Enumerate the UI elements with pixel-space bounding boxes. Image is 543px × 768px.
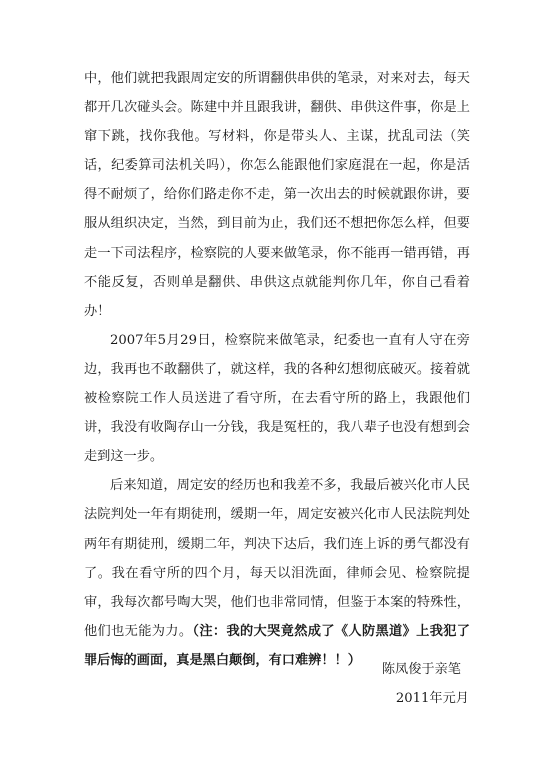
signature-date: 2011年元月: [395, 691, 469, 706]
paragraph-1: [84, 64, 470, 326]
paragraph-3-bold-note: （注：我的大哭竟然成了《人防黑道》上我犯了罪后悔的画面，真是黑白颠倒，有口难辨！！）: [84, 623, 470, 668]
paragraph-1-text: 中，他们就把我跟周定安的所谓翻供串供的笔录，对来对去，每天都开几次碰头会。陈建中并且跟我讲，翻供、串供这件事，你是上窜下跳，找你我他。写材料，你是带头人、主谋，扰乱司法（笑话，纪委算司法机关吗），你怎么能跟他们家庭混在一起，你是活得不耐烦了，给你们路走你不走，第一次出去的时候就跟你讲，要服从组织决定，当然，到目前为止，我们还不想把你怎么样，但要走一下司法程序，检察院的人要来做笔录，你不能再一错再错，再不能反复，否则单是翻供、串供这点就能判你几年，你自己看着办！: [84, 71, 470, 319]
signature-block: [382, 655, 469, 713]
paragraph-2-text: 2007年5月29日，检察院来做笔录，纪委也一直有人守在旁边，我再也不敢翻供了，就这样，我的各种幻想彻底破灭。接着就被检察院工作人员送进了看守所，在去看守所的路上，我跟他们讲，我没有收陶存山一分钱，我是冤枉的，我八辈子也没有想到会走到这一步。: [84, 332, 470, 465]
document-body: [84, 64, 470, 675]
paragraph-3-text: 后来知道，周定安的经历也和我差不多，我最后被兴化市人民法院判处一年有期徒刑，缓期一年，周定安被兴化市人民法院判处两年有期徒刑，缓期二年，判决下达后，我们连上诉的勇气都没有了。我在看守所的四个月，每天以泪洗面，律师会见、检察院提审，我每次都号啕大哭，他们也非常同情，但鉴于本案的特殊性，他们也无能为力。: [84, 478, 470, 639]
paragraph-3: [84, 471, 470, 675]
paragraph-2: [84, 326, 470, 471]
signature-name: 陈凤俊于亲笔: [381, 662, 461, 677]
